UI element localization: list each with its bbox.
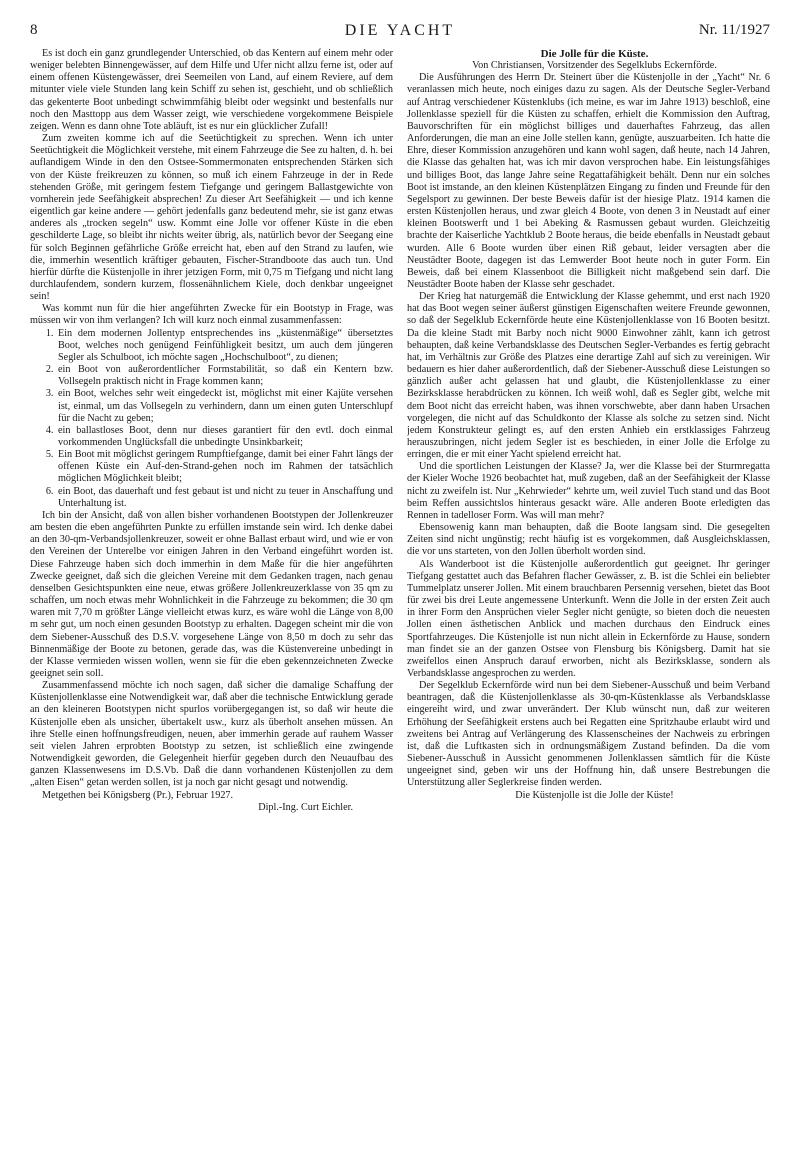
- issue-number: Nr. 11/1927: [698, 22, 770, 38]
- article-columns: [30, 48, 770, 1121]
- list-item: 5. Ein Boot mit möglichst geringem Rumpftiefgange, damit bei einer Fahrt längs der offenen Küste ein Auf-den-Strand-gehen noch im Rahmen der tatsächlich möglichen Möglichkeit bleibt;: [56, 449, 393, 485]
- list-item: 2. ein Boot von außerordentlicher Formstabilität, so daß ein Kentern bzw. Vollsegeln praktisch nicht in Frage kommen kann;: [56, 364, 393, 388]
- list-item: 1. Ein dem modernen Jollentyp entsprechendes ins „küstenmäßige“ übersetztes Boot, welches noch genügend Feinfühligkeit besitzt, um auch dem jüngeren Segler als Schulboot, ich möchte sagen „Hochschulboot“, zu dienen;: [56, 328, 393, 364]
- paragraph: Ebensowenig kann man behaupten, daß die Boote langsam sind. Die gesegelten Zeiten sind nicht ungünstig; recht häufig ist es vorgekommen, daß Ausgleichsklassen, die vor uns starteten, von den Jollen überholt worden sind.: [407, 522, 770, 558]
- paragraph: Zusammenfassend möchte ich noch sagen, daß sicher die damalige Schaffung der Küstenjollenklasse eine Notwendigkeit war, daß aber die technische Entwicklung gerade an den kleineren Bootstypen nicht spurlos vorübergegangen ist, so daß wir heute die Küstenjolle eben als unsicher, übertakelt usw., kurz als überholt ansehen müssen. An ihre Stelle einen hoffnungsfreudigen, neuen, aber immerhin gerade auf rauhem Wasser seit vielen Jahren erprobten Bootstyp zu setzen, ist schließlich eine zwingende Notwendigkeit geworden, die Gelegenheit hierfür gegeben durch den Neuaufbau des ganzen Klassenwesens im D.S.Vb. Daß die dann vorhandenen Küstenjollen zu dem „alten Eisen“ getan werden sollen, ist ja noch gar nicht gesagt und notwendig.: [30, 680, 393, 789]
- paragraph: Ich bin der Ansicht, daß von allen bisher vorhandenen Bootstypen der Jollenkreuzer am besten die eben angeführten Punkte zu erfüllen imstande sein wird. Ich denke dabei an den 30-qm-Verbandsjollenkreuzer, soweit er ohne Ballast erbaut wird, und wie er von den Vereinen der Unterelbe vor einigen Jahren in den Verband eingeführt worden ist. Diese Fahrzeuge haben sich doch immerhin in dem Maße für die hier angeführten Zwecke geeignet, daß sich die gleichen Vereine mit dem Gedanken tragen, nach genau denselben Gesichtspunkten eine neue, etwas größere Jollenkreuzerklasse von 35 qm zu schaffen, um noch etwas mehr Wohnlichkeit in die Fahrzeuge zu bekommen; die 30 qm waren mit 7,70 m größter Länge vielleicht etwas kurz, es wäre wohl die Länge von 8,00 m sehr gut, um noch einen gesunden Bootstyp zu erhalten. Dagegen scheint mir die von dem Siebener-Ausschuß des D.S.V. vorgesehene Länge von 8,50 m doch zu sehr das Binnenmäßige der Boote zu betonen, gerade das, was die Küstenvereine unbedingt in der Klasse vermieden wissen wollen, wenn sie für die eben gekennzeichneten Zwecke geeignet sein soll.: [30, 509, 393, 679]
- paragraph: Der Krieg hat naturgemäß die Entwicklung der Klasse gehemmt, und erst nach 1920 hat das Boot wegen seiner äußerst günstigen Eigenschaften weitere Freunde gewonnen, so daß der Segelklub Eckernförde heute eine Küstenjollenklasse von 16 Booten besitzt. Da die kleine Stadt mit Barby noch nicht 9000 Einwohner zählt, kann ich getrost behaupten, daß keine Verbandsklasse des Deutschen Segler-Verbandes es fertig gebracht hat, im Verhältnis zur Größe des Platzes eine derartige Zahl auf sich zu vereinigen. Wir bedauern es hier daher außerordentlich, daß der Siebener-Ausschuß diese Leistungen so gänzlich außer acht gelassen hat und glaubt, die Küstenjollenklasse zu einer Bezirksklasse herabdrücken zu können. Ich weiß wohl, daß es Segler gibt, welche mit dem Boot nicht das erreicht haben, was ihnen vorschwebte, aber dann haben Ursachen vorgelegen, die nicht auf das Schuldkonto der Klasse als solche zu setzen sind. Nicht jedem Konstrukteur gelingt es, auf den ersten Anhieb ein erstklassiges Fahrzeug herauszubringen, nicht jedem Segler ist es beschieden, in einer Jolle die Erfolge zu erringen, die er mit einer Yacht spielend erreicht hat.: [407, 291, 770, 461]
- paragraph: Es ist doch ein ganz grundlegender Unterschied, ob das Kentern auf einem mehr oder weniger belebten Binnengewässer, auf dem Hilfe und Ufer nicht allzu ferne ist, oder auf einem offenen Küstengewässer, drei Seemeilen von Land, auf einem Reviere, auf dem mitunter viele viele Stunden lang kein Schiff zu sehen ist, geschieht, und ob schließlich das gekenterte Boot unbedingt schwimmfähig bleibt oder wegsinkt und bestenfalls nur noch den Masttopp aus dem Wasser zeigt, wie verschiedene vorgekommene Beispiele zeigen. Wenn es dann ohne Tote abläuft, ist es nur ein glücklicher Zufall!: [30, 48, 393, 132]
- dateline: Metgethen bei Königsberg (Pr.), Februar 1927.: [42, 789, 234, 801]
- paragraph: Was kommt nun für die hier angeführten Zwecke für ein Bootstyp in Frage, was müssen wir von ihm verlangen? Ich will kurz noch einmal zusammenfassen:: [30, 303, 393, 327]
- article-title: Die Jolle für die Küste.: [540, 48, 649, 60]
- journal-title: DIE YACHT: [344, 22, 456, 39]
- right-column: [407, 48, 770, 1121]
- paragraph: Als Wanderboot ist die Küstenjolle außerordentlich gut geeignet. Ihr geringer Tiefgang gestattet auch das Befahren flacher Gewässer, z. B. ist die Schlei ein beliebter Tummelplatz unserer Jollen. Mit einem brauchbaren Persennig versehen, bietet das Boot für zwei bis drei Leute angemessene Unterkunft. Wenn die Jolle in der ersten Zeit auch in ihrer Form den Ansprüchen vieler Segler nicht genügte, so bieten doch die neuesten Jollen einen ästhetischen Anblick und machen durchaus den Eindruck eines Sportfahrzeuges. Die Küstenjolle ist nun nicht allein in Eckernförde zu Hause, sondern man findet sie an der ganzen Ostsee von Flensburg bis Königsberg. Damit hat sie zweifellos einen Anspruch darauf erworben, nicht als Bezirksklasse, sondern als Verbandsklasse angesprochen zu werden.: [407, 558, 770, 679]
- paragraph: Der Segelklub Eckernförde wird nun bei dem Siebener-Ausschuß und beim Verband beantragen, daß die Küstenjollenklasse als 30-qm-Küstenklasse als Verbandsklasse eingereiht wird, und zwar unverändert. Der Klub wünscht nun, daß zur weiteren Erhöhung der Seefähigkeit erstens auch bei Regatten eine Spritzhaube erlaubt wird und zweitens bei Antrag auf Verlängerung des Klassenscheines der Nachweis zu erbringen ist, daß die Luftkasten sich in ordnungsmäßigem Zustand befinden. Da die vom Siebener-Ausschuß in Aussicht genommenen Jollenklassen sämtlich für die Küste ungeeignet sind, geben wir uns der Hoffnung hin, daß unsere Bestrebungen die Unterstützung aller Seglerkreise finden werden.: [407, 680, 770, 789]
- paragraph: Die Ausführungen des Herrn Dr. Steinert über die Küstenjolle in der „Yacht“ Nr. 6 veranlassen mich heute, noch einiges dazu zu sagen. Als der Deutsche Segler-Verband auf Antrag verschiedener Küstenklubs (ich meine, es war im Jahre 1913) beschloß, eine Jollenklasse speziell für die Küsten zu schaffen, erhielt die Kommission den Auftrag, Bauvorschriften für ein möglichst billiges und dauerhaftes Fahrzeug, das allen Anforderungen, die man an eine Jolle stellen kann, genügte, auszuarbeiten. Ich hatte die Ehre, dieser Kommission anzugehören und kann wohl sagen, daß heute, nach 14 Jahren, die Klasse das gehalten hat, was ich mir davon versprochen habe. Ein leistungsfähiges und billiges Boot, das lange Jahre seine Regattafähigkeit behält. Denn nur ein solches Boot ist imstande, an den kleinen Küstenplätzen Eingang zu finden und Freunde für den Segelsport zu gewinnen. Der beste Beweis dafür ist der hiesige Platz. 1914 kamen die ersten Küstenjollen heraus, und zwar gleich 4 Boote, von denen 3 in Neustadt auf einer kleinen Bootswerft und 1 bei Abeking & Rasmussen gebaut wurden. Gleichzeitig brachte der Kaiserliche Yachtklub 2 Boote heraus, die beide ebenfalls in Neustadt gebaut wurden. Alle 6 Boote wurden über einen Riß gebaut, leider versagten aber die Neustädter Boote, dagegen ist das Lemwerder Boot heute noch in guter Form. Ein Beweis, daß bei einem Klassenboot die Billigkeit nicht maßgebend sein darf. Die Neustädter Boote haben der Klasse sehr geschadet.: [407, 72, 770, 290]
- page-number: 8: [30, 22, 38, 38]
- list-item: 6. ein Boot, das dauerhaft und fest gebaut ist und nicht zu teuer in Anschaffung und Unterhaltung ist.: [56, 486, 393, 510]
- page-header: [30, 22, 770, 42]
- left-column: [30, 48, 393, 1121]
- list-item: 3. ein Boot, welches sehr weit eingedeckt ist, möglichst mit einer Kajüte versehen ist, einmal, um das Vollsegeln zu verhindern, dann um einen guten Unterschlupf für die Nacht zu geben;: [56, 388, 393, 424]
- closing-line: Die Küstenjolle ist die Jolle der Küste!: [515, 789, 674, 801]
- paragraph: Und die sportlichen Leistungen der Klasse? Ja, wer die Klasse bei der Sturmregatta der Kieler Woche 1926 beobachtet hat, muß zugeben, daß an der Seefähigkeit der Klasse nicht zu zweifeln ist. Nur „Kehrwieder“ kehrte um, weil zuviel Tuch stand und das Boot beim Reffen aussichtslos hinteraus gesackt wäre. Alle anderen Boote erledigten das Rennen in tadelloser Form. Was will man mehr?: [407, 461, 770, 521]
- requirements-list: [30, 328, 393, 510]
- paragraph: Zum zweiten komme ich auf die Seetüchtigkeit zu sprechen. Wenn ich unter Seetüchtigkeit die Möglichkeit verstehe, mit einem Fahrzeuge die See zu halten, d. h. bei auflandigem Winde in den den Ostsee-Sommermonaten entsprechenden Stärken sich von der Küste freikreuzen zu können, so muß ich einem Fahrzeuge in der in Rede stehenden Größe, mit geringem festem Tiefgange und geringem Ballastgewichte von vornherein jede Seefähigkeit absprechen! Zu dieser Art Seefähigkeit — und ich kenne eigentlich gar keine andere — gehört jedenfalls ganz bedeutend mehr, sie ist ganz etwas anderes als „trocken segeln“ usw. Kommt eine Jolle vor offener Küste in die eben geschilderte Lage, so bleibt ihr nichts weiter übrig, als, natürlich bevor der Seegang eine für solch Beginnen gefährliche Größe erreicht hat, eben auf den Strand zu laufen, wie die, immerhin wesentlich kräftiger gebauten, Fischer-Strandboote das auch tun. Und hierfür dürfte die Küstenjolle in ihrer jetzigen Form, mit 0,75 m Tiefgang und nicht lang durchlaufendem, sondern kurzem, flossenähnlichem Kiele, doch denkbar ungeeignet sein!: [30, 133, 393, 303]
- article-byline: Von Christiansen, Vorsitzender des Segelklubs Eckernförde.: [472, 60, 717, 72]
- list-item: 4. ein ballastloses Boot, denn nur dieses garantiert für den evtl. doch einmal vorkommenden Unglücksfall die unbedingte Unsinkbarkeit;: [56, 425, 393, 449]
- author-signature: Dipl.-Ing. Curt Eichler.: [258, 801, 353, 813]
